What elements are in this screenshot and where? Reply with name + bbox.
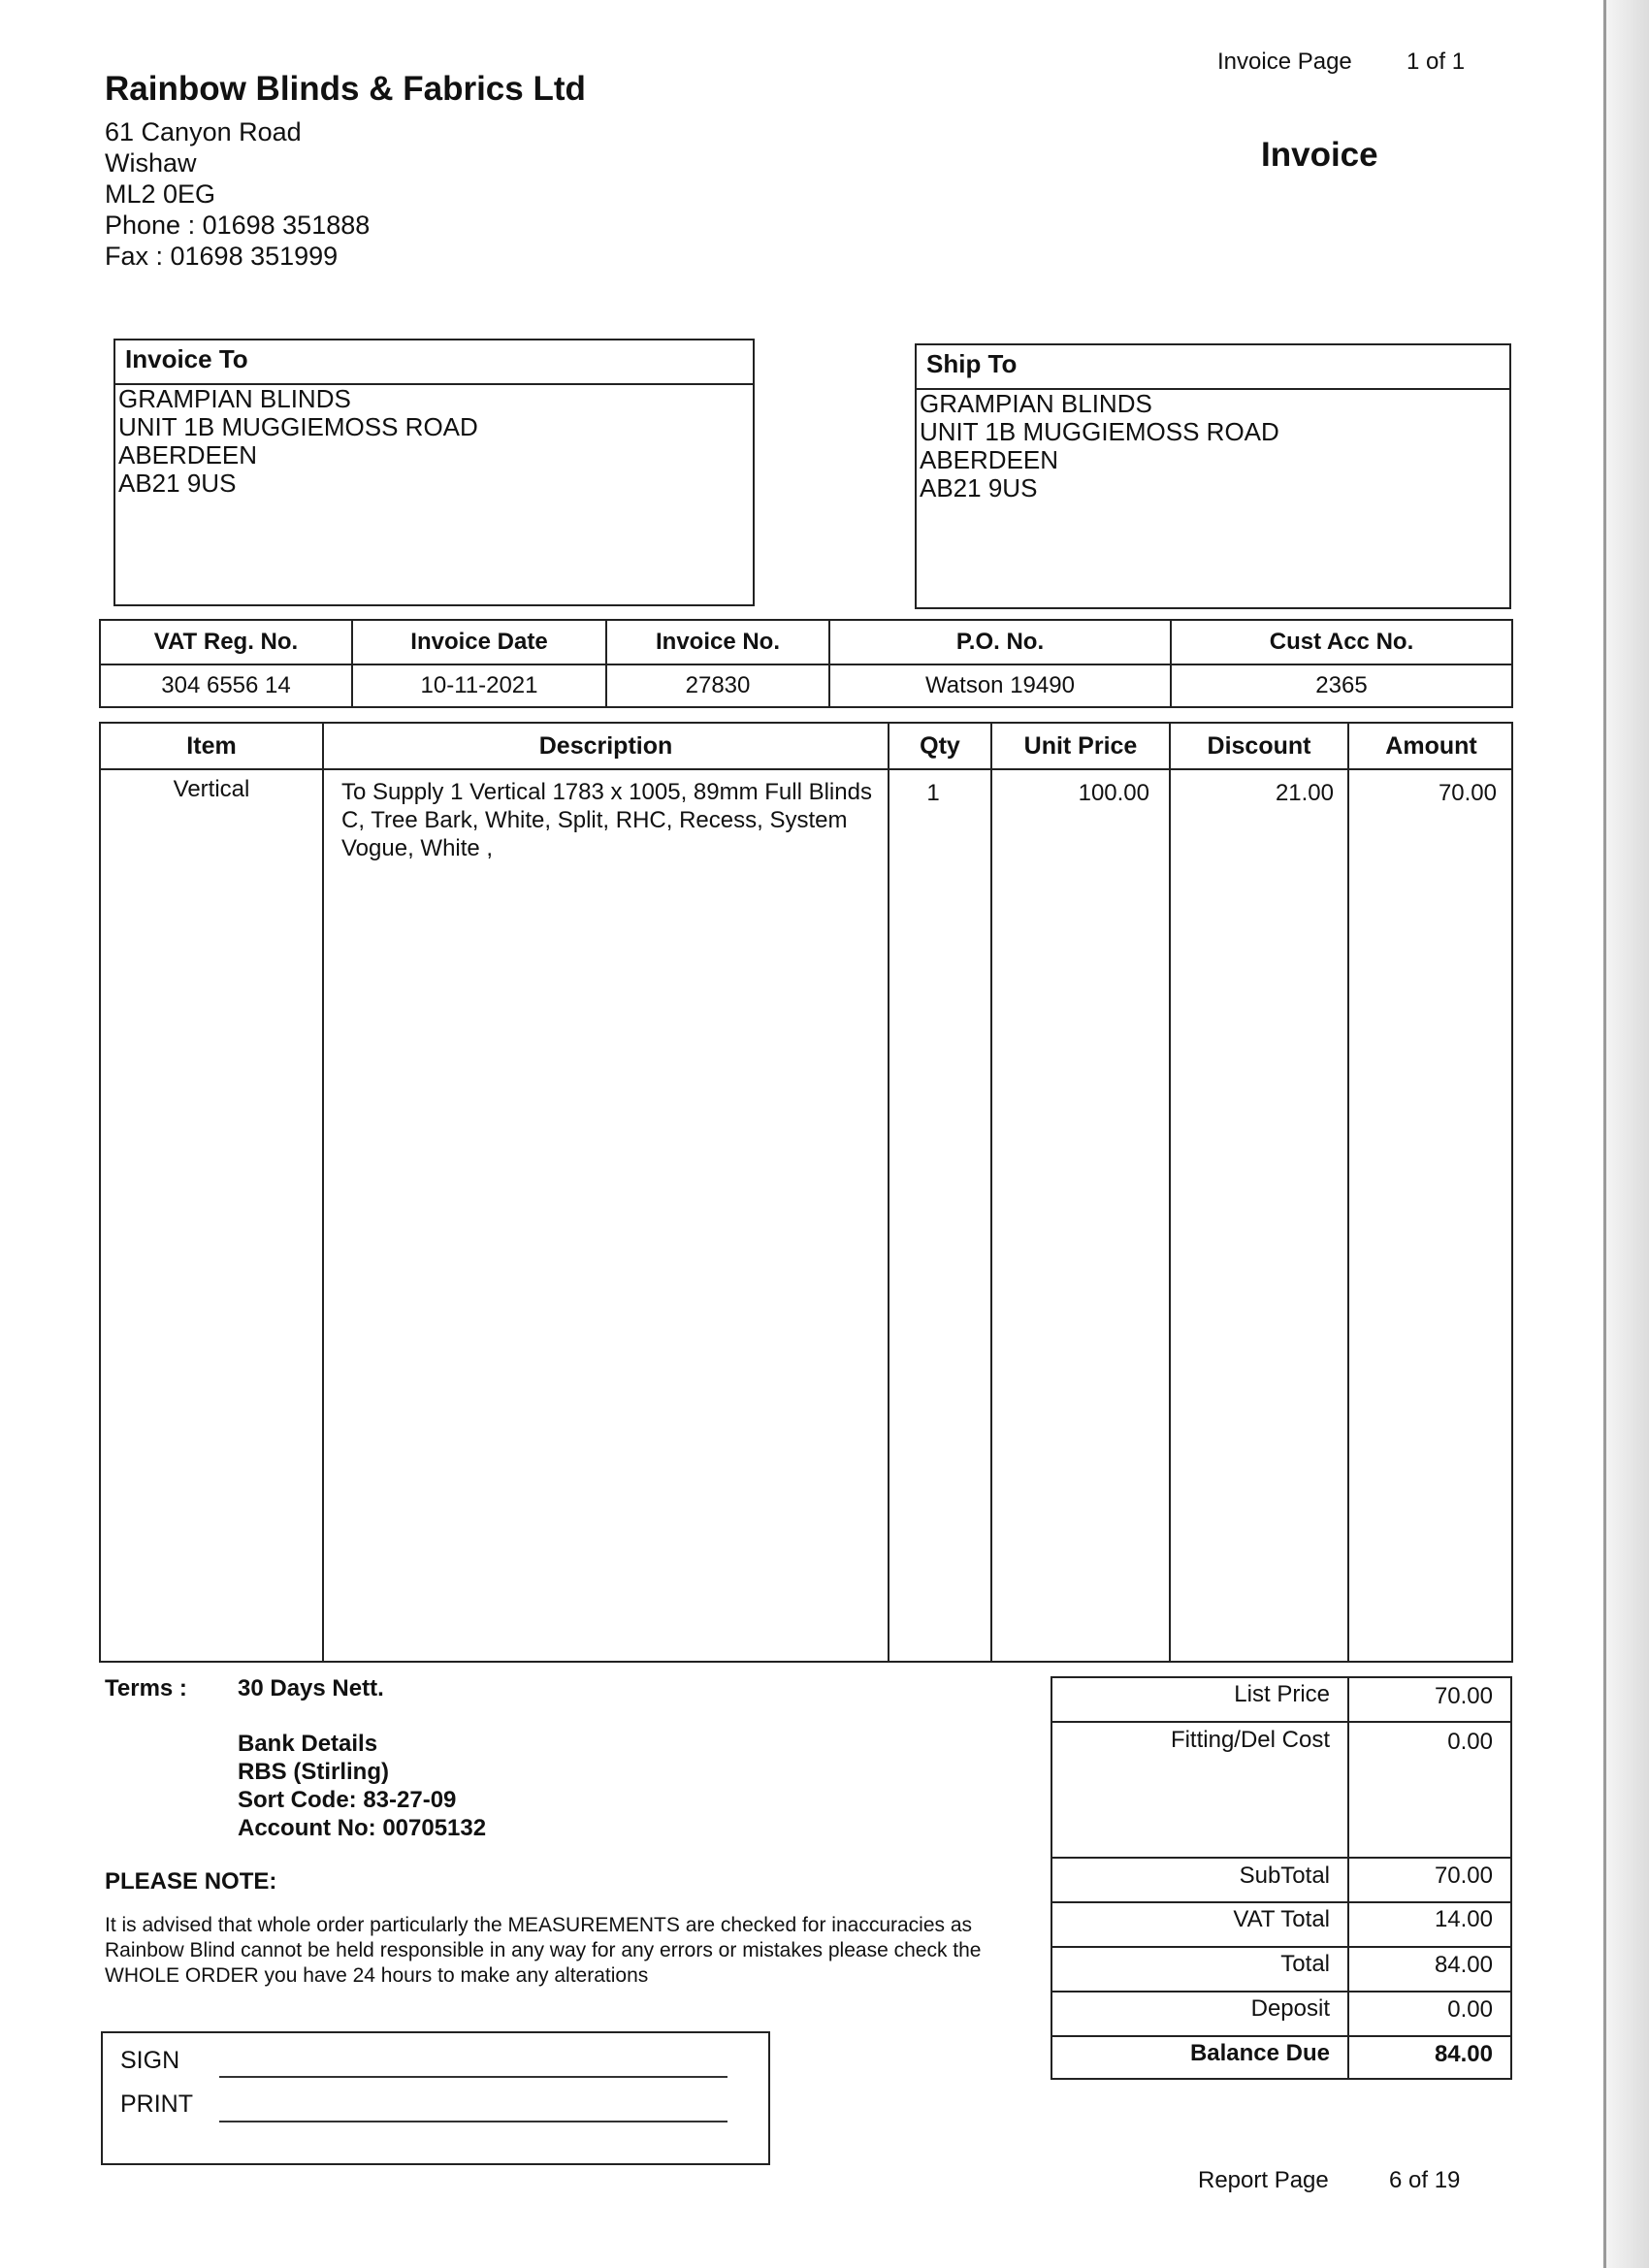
subtotal-label: SubTotal	[1239, 1863, 1330, 1889]
invoice-no-value: 27830	[606, 664, 829, 707]
ship-to-box	[915, 343, 1511, 609]
address-line-2: Wishaw	[105, 148, 197, 178]
ship-to-heading: Ship To	[917, 345, 1509, 390]
fax: Fax : 01698 351999	[105, 242, 339, 271]
account-number: Account No: 00705132	[238, 1815, 487, 1841]
column-divider	[1347, 724, 1349, 1661]
address-line-1: 61 Canyon Road	[105, 117, 302, 146]
phone: Phone : 01698 351888	[105, 211, 371, 240]
invoice-to-line: AB21 9US	[118, 469, 237, 498]
amount-cell: 70.00	[1438, 780, 1497, 806]
vat-row	[1052, 1901, 1510, 1946]
print-label: PRINT	[120, 2090, 193, 2118]
deposit-label: Deposit	[1250, 1995, 1330, 2022]
report-page-label: Report Page	[1198, 2167, 1329, 2193]
balance-due-value: 84.00	[1434, 2041, 1493, 2067]
line-items-table	[99, 722, 1513, 1663]
fitting-row	[1052, 1721, 1510, 1857]
company-name: Rainbow Blinds & Fabrics Ltd	[105, 70, 586, 108]
totals-box	[1051, 1676, 1512, 2080]
ship-to-line: GRAMPIAN BLINDS	[920, 389, 1152, 418]
invoice-to-heading: Invoice To	[115, 340, 753, 385]
list-price-label: List Price	[1234, 1681, 1330, 1707]
deposit-row	[1052, 1991, 1510, 2035]
subtotal-row	[1052, 1857, 1510, 1901]
fitting-value: 0.00	[1447, 1729, 1493, 1755]
invoice-info-table	[99, 619, 1513, 708]
please-note-text: It is advised that whole order particularly the MEASUREMENTS are checked for inaccuracies as Rainbow Blind cannot be held responsible in any way for any errors or mistakes please check the WHOLE ORDER you have 24 hours to make any alterations	[105, 1914, 982, 1987]
total-value: 84.00	[1434, 1952, 1493, 1978]
po-no-value: Watson 19490	[829, 664, 1171, 707]
bank-name: RBS (Stirling)	[238, 1759, 389, 1785]
discount-column-header: Discount	[1207, 732, 1311, 760]
cust-acc-header: Cust Acc No.	[1171, 620, 1512, 664]
column-divider	[888, 724, 889, 1661]
please-note-heading: PLEASE NOTE:	[105, 1868, 277, 1895]
report-page-value: 6 of 19	[1389, 2167, 1461, 2193]
vat-total-value: 14.00	[1434, 1906, 1493, 1932]
bank-details-heading: Bank Details	[238, 1731, 378, 1757]
ship-to-line: UNIT 1B MUGGIEMOSS ROAD	[920, 417, 1279, 446]
cust-acc-value: 2365	[1171, 664, 1512, 707]
amount-column-header: Amount	[1385, 732, 1477, 760]
deposit-value: 0.00	[1447, 1996, 1493, 2023]
vat-reg-header: VAT Reg. No.	[100, 620, 352, 664]
item-cell: Vertical	[173, 776, 250, 802]
sign-field[interactable]	[219, 2076, 728, 2078]
qty-column-header: Qty	[920, 732, 960, 760]
column-divider	[1169, 724, 1171, 1661]
fitting-label: Fitting/Del Cost	[1170, 1727, 1330, 1753]
list-price-value: 70.00	[1434, 1683, 1493, 1709]
column-divider	[990, 724, 992, 1661]
description-column-header: Description	[538, 732, 673, 760]
balance-row	[1052, 2035, 1510, 2080]
invoice-no-header: Invoice No.	[606, 620, 829, 664]
invoice-date-header: Invoice Date	[352, 620, 606, 664]
total-row	[1052, 1946, 1510, 1991]
total-label: Total	[1280, 1951, 1330, 1977]
invoice-to-line: UNIT 1B MUGGIEMOSS ROAD	[118, 412, 478, 441]
ship-to-line: AB21 9US	[920, 473, 1038, 502]
address-line-3: ML2 0EG	[105, 179, 216, 209]
invoice-page-value: 1 of 1	[1406, 49, 1466, 75]
invoice-to-line: ABERDEEN	[118, 440, 258, 470]
unit-price-column-header: Unit Price	[1023, 732, 1138, 760]
invoice-page-label: Invoice Page	[1217, 49, 1352, 75]
signature-box	[101, 2031, 770, 2165]
invoice-to-box	[113, 339, 755, 606]
vat-total-label: VAT Total	[1233, 1906, 1330, 1932]
unit-price-cell: 100.00	[1078, 780, 1149, 806]
sign-label: SIGN	[120, 2047, 180, 2074]
column-divider	[322, 724, 324, 1661]
terms-label: Terms :	[105, 1675, 187, 1701]
invoice-date-value: 10-11-2021	[352, 664, 606, 707]
scan-page-edge	[1602, 0, 1649, 2268]
description-cell: To Supply 1 Vertical 1783 x 1005, 89mm Full Blinds C, Tree Bark, White, Split, RHC, Recess, System Vogue, White ,	[341, 779, 872, 861]
qty-cell: 1	[926, 780, 940, 806]
print-field[interactable]	[219, 2121, 728, 2122]
discount-cell: 21.00	[1275, 780, 1334, 806]
sort-code: Sort Code: 83-27-09	[238, 1787, 457, 1813]
ship-to-line: ABERDEEN	[920, 445, 1059, 474]
item-column-header: Item	[186, 732, 237, 760]
vat-reg-value: 304 6556 14	[100, 664, 352, 707]
scan-edge-line	[1603, 0, 1606, 2268]
document-title: Invoice	[1261, 136, 1378, 174]
invoice-to-line: GRAMPIAN BLINDS	[118, 384, 351, 413]
balance-due-label: Balance Due	[1189, 2040, 1330, 2066]
subtotal-value: 70.00	[1434, 1863, 1493, 1889]
po-no-header: P.O. No.	[829, 620, 1171, 664]
terms-value: 30 Days Nett.	[238, 1675, 384, 1701]
